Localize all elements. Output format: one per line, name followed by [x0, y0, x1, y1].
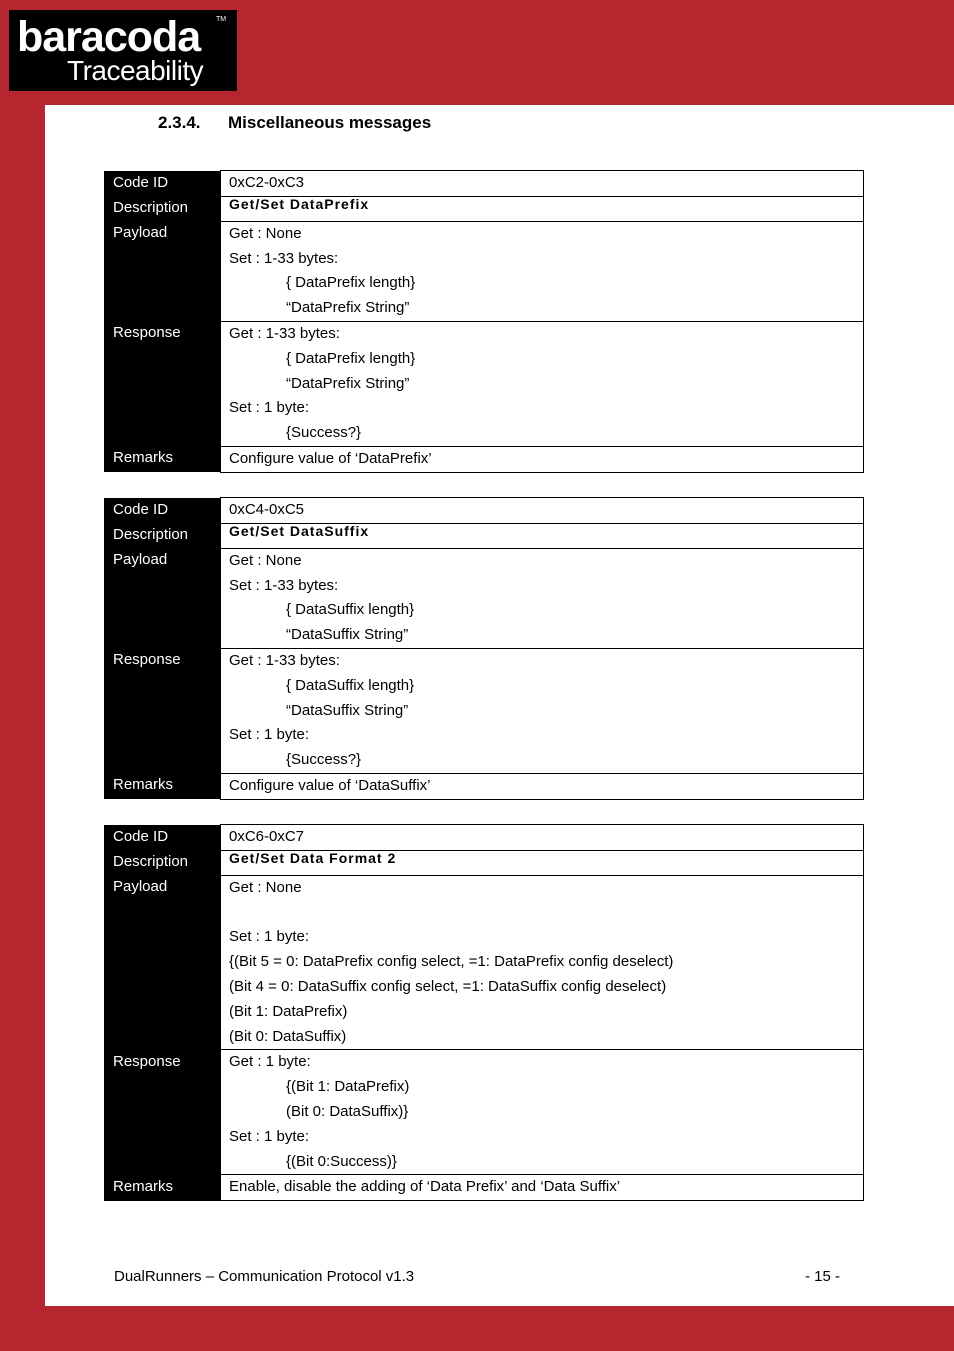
row-remarks: [104, 773, 864, 799]
message-table-1: [104, 170, 864, 473]
row-response: [104, 321, 864, 446]
document-page: [45, 105, 954, 1306]
response-line: { DataSuffix length}: [286, 676, 415, 694]
code-id-value: 0xC6-0xC7: [221, 825, 864, 851]
label-code-id: Code ID: [104, 171, 221, 197]
response-line: { DataPrefix length}: [286, 349, 416, 367]
label-payload: Payload: [104, 221, 221, 321]
payload-line: { DataSuffix length}: [286, 601, 415, 619]
payload-line: Set : 1-33 bytes:: [229, 576, 339, 594]
logo-trademark: TM: [216, 16, 227, 23]
baracoda-logo: [9, 10, 237, 91]
row-code-id: [104, 171, 864, 197]
label-description: Description: [104, 850, 221, 875]
label-payload: Payload: [104, 875, 221, 1050]
row-payload: [104, 221, 864, 321]
payload-line: (Bit 1: DataPrefix): [229, 1002, 348, 1020]
row-payload: [104, 548, 864, 648]
code-id-value: 0xC2-0xC3: [221, 171, 864, 197]
payload-line: “DataPrefix String”: [286, 299, 410, 317]
row-code-id: [104, 825, 864, 851]
payload-line: Get : None: [229, 551, 302, 569]
label-code-id: Code ID: [104, 498, 221, 524]
remarks-value: Configure value of ‘DataSuffix’: [221, 773, 864, 799]
page-footer: [114, 1268, 840, 1285]
payload-line: { DataPrefix length}: [286, 274, 416, 292]
payload-line: “DataSuffix String”: [286, 626, 409, 644]
label-payload: Payload: [104, 548, 221, 648]
label-response: Response: [104, 1050, 221, 1175]
row-remarks: [104, 1175, 864, 1201]
label-remarks: Remarks: [104, 446, 221, 472]
response-line: Set : 1 byte:: [229, 1127, 310, 1145]
row-remarks: [104, 446, 864, 472]
message-table-2: [104, 497, 864, 800]
row-description: [104, 850, 864, 875]
payload-line: Set : 1 byte:: [229, 928, 310, 946]
response-value: [221, 648, 864, 773]
logo-tagline: Traceability: [67, 55, 204, 86]
response-line: Get : 1-33 bytes:: [229, 324, 340, 342]
section-title: Miscellaneous messages: [228, 113, 432, 132]
remarks-value: Enable, disable the adding of ‘Data Prefix’ and ‘Data Suffix’: [221, 1175, 864, 1201]
row-description: [104, 523, 864, 548]
payload-line: Get : None: [229, 224, 302, 242]
payload-line: Get : None: [229, 878, 302, 896]
response-line: Set : 1 byte:: [229, 726, 310, 744]
response-line: Get : 1 byte:: [229, 1053, 311, 1071]
row-response: [104, 648, 864, 773]
section-number: 2.3.4.: [158, 113, 201, 132]
response-line: “DataPrefix String”: [286, 374, 410, 392]
response-line: {(Bit 1: DataPrefix): [286, 1078, 410, 1096]
payload-value: [221, 548, 864, 648]
label-description: Description: [104, 523, 221, 548]
description-value: Get/Set DataPrefix: [221, 196, 864, 221]
response-line: Get : 1-33 bytes:: [229, 651, 340, 669]
message-table-3: [104, 824, 864, 1201]
payload-value: [221, 221, 864, 321]
payload-line: (Bit 0: DataSuffix): [229, 1027, 347, 1045]
response-line: Set : 1 byte:: [229, 399, 310, 417]
footer-document-title: DualRunners – Communication Protocol v1.3: [114, 1268, 415, 1285]
row-payload: [104, 875, 864, 1050]
response-line: (Bit 0: DataSuffix)}: [286, 1102, 409, 1120]
response-line: “DataSuffix String”: [286, 701, 409, 719]
label-description: Description: [104, 196, 221, 221]
payload-line: Set : 1-33 bytes:: [229, 249, 339, 267]
row-code-id: [104, 498, 864, 524]
label-code-id: Code ID: [104, 825, 221, 851]
response-line: {(Bit 0:Success)}: [286, 1152, 397, 1170]
payload-line: {(Bit 5 = 0: DataPrefix config select, =1: DataPrefix config deselect): [229, 953, 674, 971]
response-line: {Success?}: [286, 751, 362, 769]
payload-line: (Bit 4 = 0: DataSuffix config select, =1: DataSuffix config deselect): [229, 977, 667, 995]
row-description: [104, 196, 864, 221]
footer-page-number: - 15 -: [804, 1268, 840, 1285]
payload-line: [229, 901, 855, 926]
label-remarks: Remarks: [104, 1175, 221, 1201]
response-value: [221, 321, 864, 446]
code-id-value: 0xC4-0xC5: [221, 498, 864, 524]
payload-value: [221, 875, 864, 1050]
response-value: [221, 1050, 864, 1175]
description-value: Get/Set Data Format 2: [221, 850, 864, 875]
label-response: Response: [104, 321, 221, 446]
remarks-value: Configure value of ‘DataPrefix’: [221, 446, 864, 472]
response-line: {Success?}: [286, 424, 362, 442]
label-remarks: Remarks: [104, 773, 221, 799]
label-response: Response: [104, 648, 221, 773]
description-value: Get/Set DataSuffix: [221, 523, 864, 548]
section-heading: [158, 113, 431, 133]
logo-wordmark: baracoda: [17, 13, 201, 61]
row-response: [104, 1050, 864, 1175]
